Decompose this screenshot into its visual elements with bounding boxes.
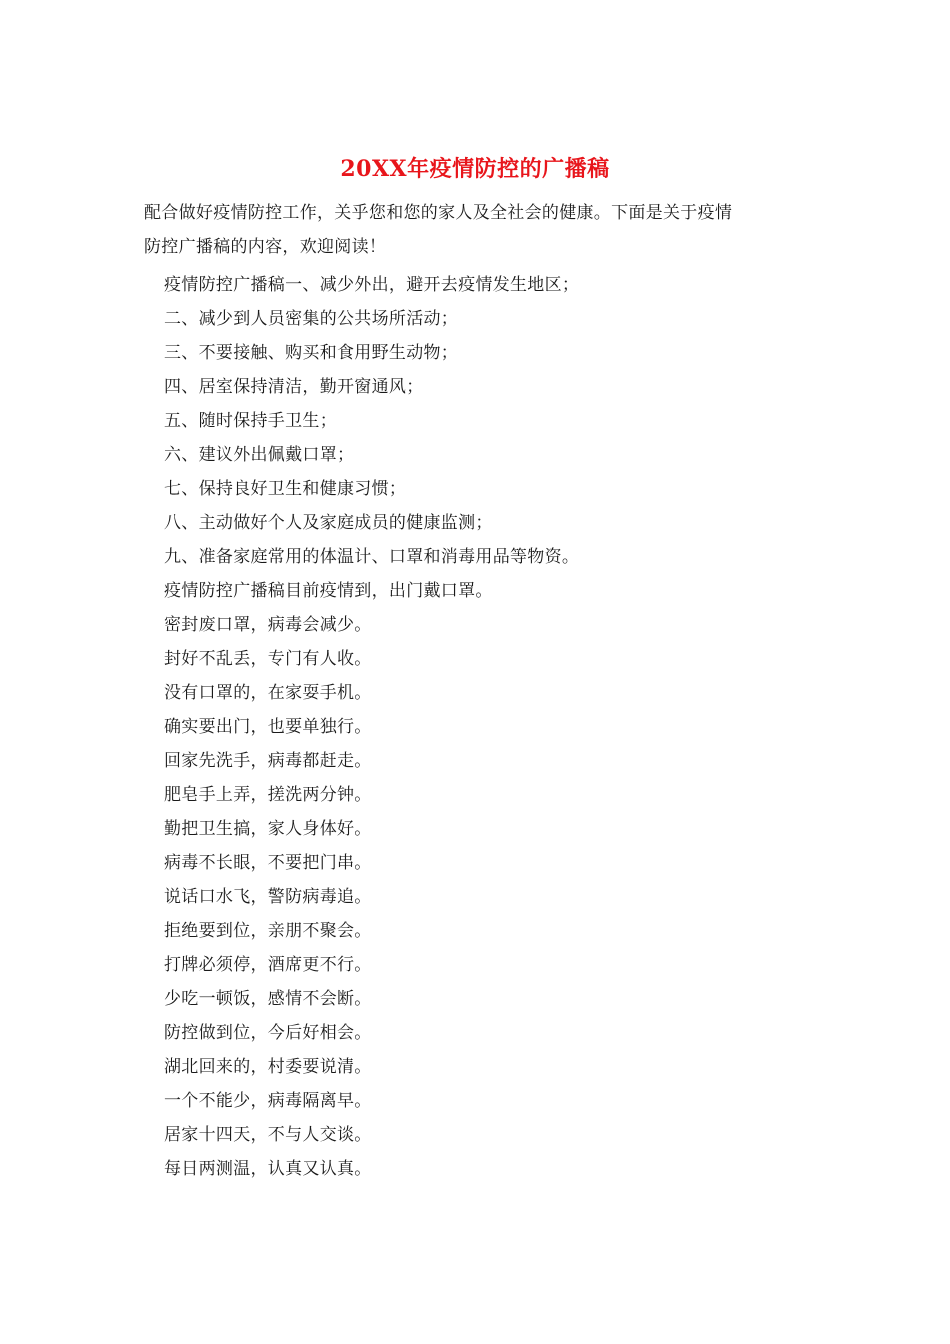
text-line: 封好不乱丢，专门有人收。 bbox=[164, 649, 372, 669]
text-line: 回家先洗手，病毒都赶走。 bbox=[164, 751, 372, 771]
intro-line: 防控广播稿的内容，欢迎阅读！ bbox=[144, 237, 387, 257]
text-line: 说话口水飞，警防病毒追。 bbox=[164, 887, 372, 907]
text-line: 拒绝要到位，亲朋不聚会。 bbox=[164, 921, 372, 941]
text-line: 九、准备家庭常用的体温计、口罩和消毒用品等物资。 bbox=[164, 547, 580, 567]
text-line: 防控做到位，今后好相会。 bbox=[164, 1023, 372, 1043]
text-line: 确实要出门，也要单独行。 bbox=[164, 717, 372, 737]
text-line: 肥皂手上弄，搓洗两分钟。 bbox=[164, 785, 372, 805]
broadcast-lines bbox=[164, 268, 844, 1186]
text-line: 三、不要接触、购买和食用野生动物； bbox=[164, 343, 459, 363]
text-line: 六、建议外出佩戴口罩； bbox=[164, 445, 355, 465]
text-line: 没有口罩的，在家耍手机。 bbox=[164, 683, 372, 703]
text-line: 病毒不长眼，不要把门串。 bbox=[164, 853, 372, 873]
text-line: 七、保持良好卫生和健康习惯； bbox=[164, 479, 407, 499]
text-line: 打牌必须停，酒席更不行。 bbox=[164, 955, 372, 975]
text-line: 每日两测温，认真又认真。 bbox=[164, 1159, 372, 1179]
intro-line: 配合做好疫情防控工作，关乎您和您的家人及全社会的健康。下面是关于疫情 bbox=[144, 203, 733, 223]
text-line: 密封废口罩，病毒会减少。 bbox=[164, 615, 372, 635]
text-line: 二、减少到人员密集的公共场所活动； bbox=[164, 309, 459, 329]
text-line: 勤把卫生搞，家人身体好。 bbox=[164, 819, 372, 839]
text-line: 疫情防控广播稿一、减少外出，避开去疫情发生地区； bbox=[164, 275, 580, 295]
text-line: 四、居室保持清洁，勤开窗通风； bbox=[164, 377, 424, 397]
text-line: 湖北回来的，村委要说清。 bbox=[164, 1057, 372, 1077]
text-line: 少吃一顿饭，感情不会断。 bbox=[164, 989, 372, 1009]
text-line: 居家十四天，不与人交谈。 bbox=[164, 1125, 372, 1145]
intro-paragraph bbox=[144, 196, 824, 264]
text-line: 八、主动做好个人及家庭成员的健康监测； bbox=[164, 513, 493, 533]
document-title: 20XX年疫情防控的广播稿 bbox=[340, 156, 610, 182]
text-line: 疫情防控广播稿目前疫情到，出门戴口罩。 bbox=[164, 581, 493, 601]
text-line: 一个不能少，病毒隔离早。 bbox=[164, 1091, 372, 1111]
text-line: 五、随时保持手卫生； bbox=[164, 411, 337, 431]
